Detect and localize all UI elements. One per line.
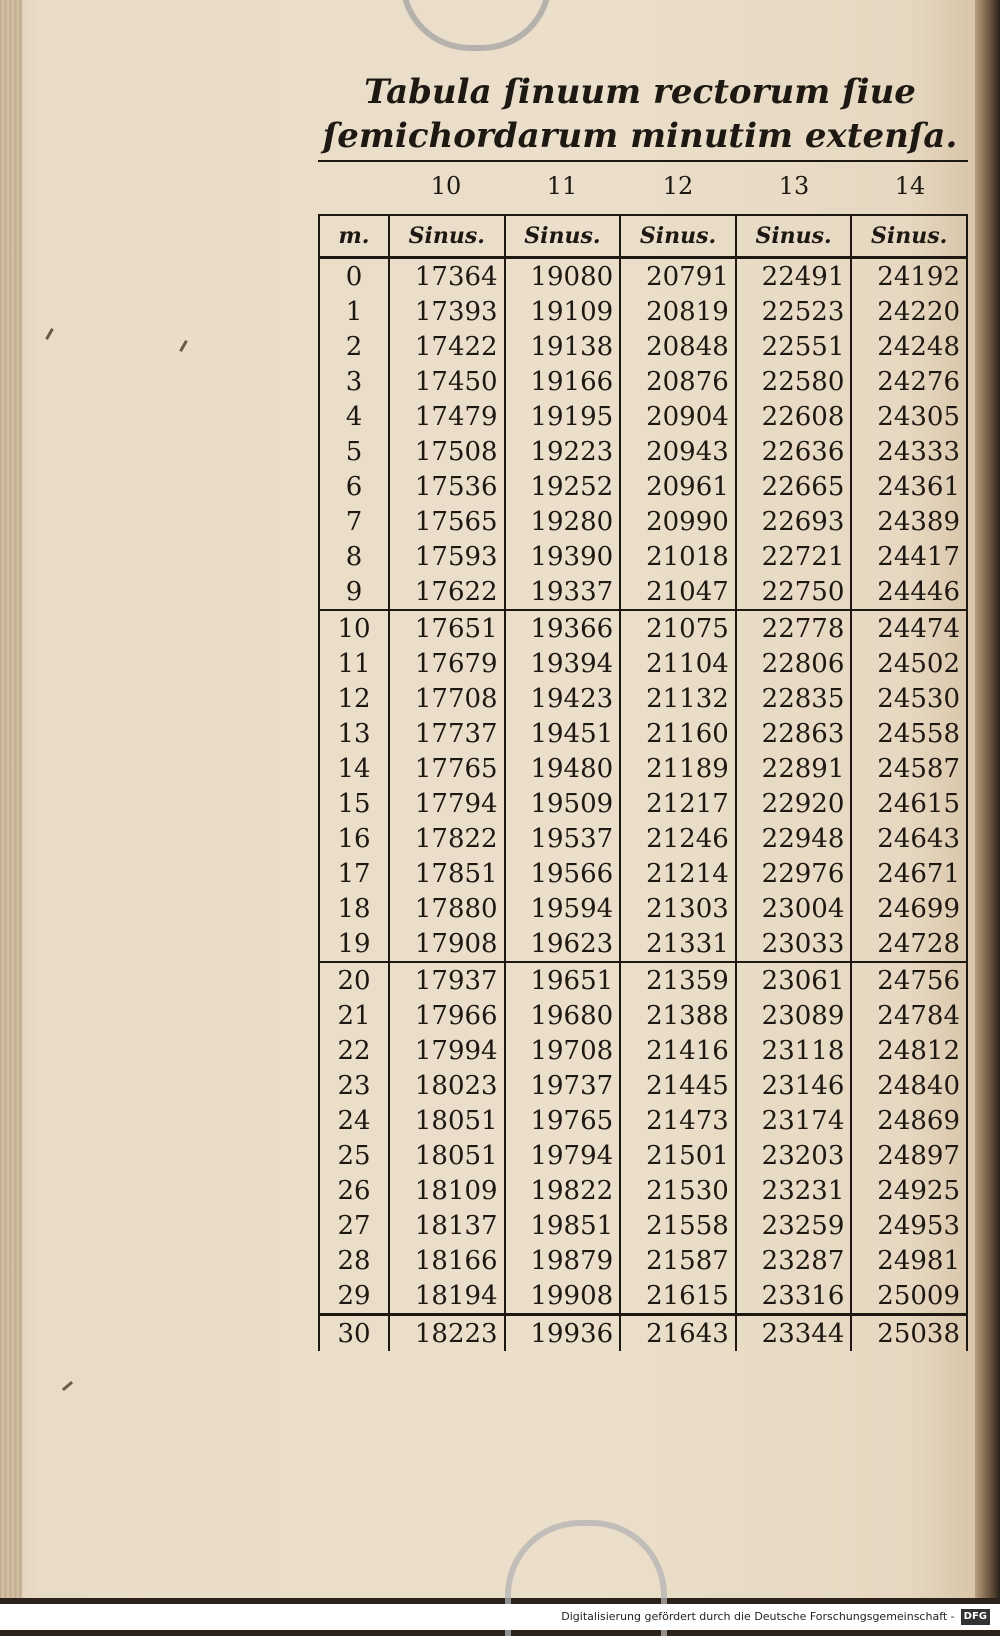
sinus-value-cell: 19451: [505, 716, 621, 751]
table-header-row: [319, 215, 967, 258]
sinus-value-cell: 24276: [851, 364, 967, 399]
table-row: [319, 1243, 967, 1278]
sinus-value-cell: 18194: [389, 1278, 505, 1315]
table-row: [319, 962, 967, 998]
minute-cell: 14: [319, 751, 389, 786]
sinus-value-cell: 17565: [389, 504, 505, 539]
sine-table: [318, 214, 968, 1351]
sinus-value-cell: 19337: [505, 574, 621, 610]
sinus-value-cell: 17994: [389, 1033, 505, 1068]
sinus-value-cell: 19366: [505, 610, 621, 646]
sinus-value-cell: 21132: [620, 681, 736, 716]
sinus-value-cell: 17765: [389, 751, 505, 786]
sinus-value-cell: 24756: [851, 962, 967, 998]
sinus-value-cell: 19623: [505, 926, 621, 962]
sinus-value-cell: 17822: [389, 821, 505, 856]
sinus-value-cell: 18051: [389, 1138, 505, 1173]
sinus-value-cell: 24953: [851, 1208, 967, 1243]
minute-cell: 29: [319, 1278, 389, 1315]
sinus-value-cell: 24474: [851, 610, 967, 646]
sinus-value-cell: 19822: [505, 1173, 621, 1208]
sinus-value-cell: 17622: [389, 574, 505, 610]
sinus-value-cell: 24699: [851, 891, 967, 926]
sinus-value-cell: 19223: [505, 434, 621, 469]
footer-text: Digitalisierung gefördert durch die Deutsche Forschungsgemeinschaft -: [561, 1610, 955, 1623]
sinus-value-cell: 19394: [505, 646, 621, 681]
sinus-value-cell: 22835: [736, 681, 852, 716]
minute-cell: 4: [319, 399, 389, 434]
sinus-value-cell: 19195: [505, 399, 621, 434]
page-stack-edge: [0, 0, 22, 1598]
sinus-value-cell: 19594: [505, 891, 621, 926]
sinus-value-cell: 20848: [620, 329, 736, 364]
sinus-value-cell: 23146: [736, 1068, 852, 1103]
sinus-value-cell: 21075: [620, 610, 736, 646]
sinus-value-cell: 23033: [736, 926, 852, 962]
sinus-value-cell: 17479: [389, 399, 505, 434]
minute-cell: 8: [319, 539, 389, 574]
sinus-value-cell: 18137: [389, 1208, 505, 1243]
sinus-value-cell: 24389: [851, 504, 967, 539]
degree-label: 12: [662, 172, 694, 200]
sinus-value-cell: 22636: [736, 434, 852, 469]
sinus-value-cell: 17708: [389, 681, 505, 716]
table-row: [319, 646, 967, 681]
table-row: [319, 681, 967, 716]
minute-cell: 24: [319, 1103, 389, 1138]
minute-cell: 27: [319, 1208, 389, 1243]
minute-cell: 13: [319, 716, 389, 751]
sinus-value-cell: 23089: [736, 998, 852, 1033]
minute-cell: 26: [319, 1173, 389, 1208]
minute-cell: 23: [319, 1068, 389, 1103]
sinus-value-cell: 18023: [389, 1068, 505, 1103]
sinus-value-cell: 21303: [620, 891, 736, 926]
sinus-value-cell: 24417: [851, 539, 967, 574]
sinus-value-cell: 19851: [505, 1208, 621, 1243]
sinus-value-cell: 22551: [736, 329, 852, 364]
minute-cell: 22: [319, 1033, 389, 1068]
table-row: [319, 926, 967, 962]
sinus-value-cell: 21246: [620, 821, 736, 856]
table-row: [319, 434, 967, 469]
sinus-value-cell: 19390: [505, 539, 621, 574]
minute-cell: 28: [319, 1243, 389, 1278]
table-row: [319, 364, 967, 399]
sinus-value-cell: 24530: [851, 681, 967, 716]
table-row: [319, 258, 967, 295]
degree-label: 11: [546, 172, 578, 200]
sinus-value-cell: 23118: [736, 1033, 852, 1068]
minute-cell: 30: [319, 1315, 389, 1352]
sinus-header: Sinus.: [505, 215, 621, 258]
sinus-value-cell: 24784: [851, 998, 967, 1033]
minute-cell: 6: [319, 469, 389, 504]
sinus-value-cell: 22976: [736, 856, 852, 891]
sinus-value-cell: 19423: [505, 681, 621, 716]
sinus-value-cell: 19765: [505, 1103, 621, 1138]
binding-edge: [975, 0, 1000, 1598]
sinus-value-cell: 22721: [736, 539, 852, 574]
sinus-value-cell: 17508: [389, 434, 505, 469]
sinus-value-cell: 17651: [389, 610, 505, 646]
title-rule: [318, 160, 968, 162]
dfg-logo-icon: DFG: [961, 1609, 990, 1625]
sinus-value-cell: 20943: [620, 434, 736, 469]
sinus-header: Sinus.: [389, 215, 505, 258]
sinus-value-cell: 22920: [736, 786, 852, 821]
sinus-value-cell: 20791: [620, 258, 736, 295]
sinus-value-cell: 22608: [736, 399, 852, 434]
sinus-value-cell: 20876: [620, 364, 736, 399]
sinus-value-cell: 17364: [389, 258, 505, 295]
sinus-value-cell: 18166: [389, 1243, 505, 1278]
sinus-value-cell: 18223: [389, 1315, 505, 1352]
sinus-value-cell: 17422: [389, 329, 505, 364]
sinus-value-cell: 24305: [851, 399, 967, 434]
sinus-value-cell: 23259: [736, 1208, 852, 1243]
table-row: [319, 329, 967, 364]
sinus-value-cell: 19280: [505, 504, 621, 539]
table-row: [319, 1033, 967, 1068]
sinus-value-cell: 22948: [736, 821, 852, 856]
digitization-footer: [0, 1604, 1000, 1630]
minute-cell: 7: [319, 504, 389, 539]
sinus-value-cell: 22523: [736, 294, 852, 329]
minute-cell: 25: [319, 1138, 389, 1173]
sinus-value-cell: 21331: [620, 926, 736, 962]
sinus-value-cell: 21018: [620, 539, 736, 574]
sinus-value-cell: 19166: [505, 364, 621, 399]
sinus-value-cell: 21615: [620, 1278, 736, 1315]
degree-header-row: [318, 172, 968, 208]
table-row: [319, 1068, 967, 1103]
sinus-value-cell: 19879: [505, 1243, 621, 1278]
sinus-value-cell: 24361: [851, 469, 967, 504]
sinus-value-cell: 23344: [736, 1315, 852, 1352]
sinus-value-cell: 24615: [851, 786, 967, 821]
sinus-value-cell: 17966: [389, 998, 505, 1033]
sinus-value-cell: 23174: [736, 1103, 852, 1138]
top-clip: [400, 0, 552, 51]
sinus-value-cell: 24812: [851, 1033, 967, 1068]
table-row: [319, 856, 967, 891]
sinus-value-cell: 23061: [736, 962, 852, 998]
table-row: [319, 1138, 967, 1173]
sinus-value-cell: 23287: [736, 1243, 852, 1278]
sinus-value-cell: 24220: [851, 294, 967, 329]
degree-label: 10: [430, 172, 462, 200]
sinus-value-cell: 24643: [851, 821, 967, 856]
table-row: [319, 469, 967, 504]
sinus-value-cell: 24192: [851, 258, 967, 295]
sinus-value-cell: 19537: [505, 821, 621, 856]
sinus-value-cell: 22491: [736, 258, 852, 295]
minute-cell: 21: [319, 998, 389, 1033]
sinus-value-cell: 22750: [736, 574, 852, 610]
sinus-value-cell: 21214: [620, 856, 736, 891]
minute-cell: 18: [319, 891, 389, 926]
minute-cell: 3: [319, 364, 389, 399]
sinus-value-cell: 21388: [620, 998, 736, 1033]
sinus-value-cell: 21530: [620, 1173, 736, 1208]
minute-cell: 10: [319, 610, 389, 646]
paper-speck: [62, 1381, 73, 1391]
sinus-value-cell: 22891: [736, 751, 852, 786]
sinus-value-cell: 24925: [851, 1173, 967, 1208]
table-row: [319, 821, 967, 856]
table-row: [319, 751, 967, 786]
sinus-value-cell: 17851: [389, 856, 505, 891]
sinus-value-cell: 20990: [620, 504, 736, 539]
sinus-value-cell: 17937: [389, 962, 505, 998]
table-row: [319, 399, 967, 434]
sinus-value-cell: 21445: [620, 1068, 736, 1103]
sinus-value-cell: 23316: [736, 1278, 852, 1315]
sinus-value-cell: 24869: [851, 1103, 967, 1138]
sinus-value-cell: 25038: [851, 1315, 967, 1352]
table-row: [319, 786, 967, 821]
sinus-value-cell: 21359: [620, 962, 736, 998]
sinus-value-cell: 21160: [620, 716, 736, 751]
sinus-value-cell: 20904: [620, 399, 736, 434]
sinus-value-cell: 24897: [851, 1138, 967, 1173]
sinus-value-cell: 21416: [620, 1033, 736, 1068]
sinus-value-cell: 17536: [389, 469, 505, 504]
table-row: [319, 1103, 967, 1138]
minute-cell: 1: [319, 294, 389, 329]
sinus-value-cell: 24587: [851, 751, 967, 786]
sinus-value-cell: 24333: [851, 434, 967, 469]
table-row: [319, 1173, 967, 1208]
sinus-value-cell: 20961: [620, 469, 736, 504]
table-row: [319, 998, 967, 1033]
sinus-value-cell: 21643: [620, 1315, 736, 1352]
sinus-value-cell: 24502: [851, 646, 967, 681]
table-row: [319, 1208, 967, 1243]
minute-cell: 20: [319, 962, 389, 998]
sinus-value-cell: 18109: [389, 1173, 505, 1208]
sinus-value-cell: 21189: [620, 751, 736, 786]
table-row: [319, 891, 967, 926]
sinus-value-cell: 19680: [505, 998, 621, 1033]
sinus-value-cell: 22863: [736, 716, 852, 751]
sinus-value-cell: 19794: [505, 1138, 621, 1173]
sinus-value-cell: 24558: [851, 716, 967, 751]
sinus-value-cell: 17393: [389, 294, 505, 329]
sinus-value-cell: 22778: [736, 610, 852, 646]
sinus-value-cell: 21473: [620, 1103, 736, 1138]
sinus-value-cell: 21501: [620, 1138, 736, 1173]
sinus-value-cell: 25009: [851, 1278, 967, 1315]
table-row: [319, 504, 967, 539]
sinus-value-cell: 19138: [505, 329, 621, 364]
sinus-value-cell: 19509: [505, 786, 621, 821]
sinus-value-cell: 22665: [736, 469, 852, 504]
sinus-value-cell: 21217: [620, 786, 736, 821]
sinus-value-cell: 24248: [851, 329, 967, 364]
minute-cell: 2: [319, 329, 389, 364]
sinus-header: Sinus.: [620, 215, 736, 258]
sinus-value-cell: 19737: [505, 1068, 621, 1103]
sinus-value-cell: 22806: [736, 646, 852, 681]
sinus-value-cell: 19566: [505, 856, 621, 891]
sinus-header: Sinus.: [851, 215, 967, 258]
sinus-value-cell: 17737: [389, 716, 505, 751]
sinus-value-cell: 20819: [620, 294, 736, 329]
minute-cell: 12: [319, 681, 389, 716]
sinus-value-cell: 19908: [505, 1278, 621, 1315]
sinus-value-cell: 24446: [851, 574, 967, 610]
sinus-value-cell: 19651: [505, 962, 621, 998]
minute-cell: 17: [319, 856, 389, 891]
table-row: [319, 574, 967, 610]
table-row: [319, 610, 967, 646]
table-row: [319, 294, 967, 329]
sinus-value-cell: 17450: [389, 364, 505, 399]
sinus-value-cell: 22693: [736, 504, 852, 539]
table-row: [319, 1315, 967, 1352]
minute-cell: 9: [319, 574, 389, 610]
table-row: [319, 716, 967, 751]
sinus-value-cell: 17880: [389, 891, 505, 926]
page-title: Tabula ſinuum rectorum ſiue ſemichordarum minutim extenſa.: [322, 72, 958, 156]
paper-speck: [179, 340, 188, 352]
minute-cell: 11: [319, 646, 389, 681]
sinus-value-cell: 19252: [505, 469, 621, 504]
sinus-value-cell: 23231: [736, 1173, 852, 1208]
minute-header: m.: [319, 215, 389, 258]
sinus-value-cell: 24728: [851, 926, 967, 962]
sinus-value-cell: 17679: [389, 646, 505, 681]
minute-cell: 5: [319, 434, 389, 469]
sinus-value-cell: 19109: [505, 294, 621, 329]
minute-cell: 0: [319, 258, 389, 295]
sinus-value-cell: 17908: [389, 926, 505, 962]
table-row: [319, 1278, 967, 1315]
sinus-value-cell: 24840: [851, 1068, 967, 1103]
sinus-value-cell: 24671: [851, 856, 967, 891]
sinus-value-cell: 18051: [389, 1103, 505, 1138]
sinus-value-cell: 23004: [736, 891, 852, 926]
degree-label: 13: [778, 172, 810, 200]
sinus-value-cell: 21104: [620, 646, 736, 681]
sinus-value-cell: 24981: [851, 1243, 967, 1278]
sinus-value-cell: 19480: [505, 751, 621, 786]
sinus-value-cell: 19708: [505, 1033, 621, 1068]
sinus-value-cell: 21047: [620, 574, 736, 610]
sinus-header: Sinus.: [736, 215, 852, 258]
sinus-value-cell: 19080: [505, 258, 621, 295]
sinus-value-cell: 19936: [505, 1315, 621, 1352]
degree-label: 14: [894, 172, 926, 200]
table-row: [319, 539, 967, 574]
sinus-value-cell: 21587: [620, 1243, 736, 1278]
sinus-value-cell: 22580: [736, 364, 852, 399]
sinus-value-cell: 17794: [389, 786, 505, 821]
minute-cell: 15: [319, 786, 389, 821]
minute-cell: 16: [319, 821, 389, 856]
sinus-value-cell: 17593: [389, 539, 505, 574]
sinus-value-cell: 23203: [736, 1138, 852, 1173]
sinus-value-cell: 21558: [620, 1208, 736, 1243]
minute-cell: 19: [319, 926, 389, 962]
paper-speck: [45, 328, 54, 340]
